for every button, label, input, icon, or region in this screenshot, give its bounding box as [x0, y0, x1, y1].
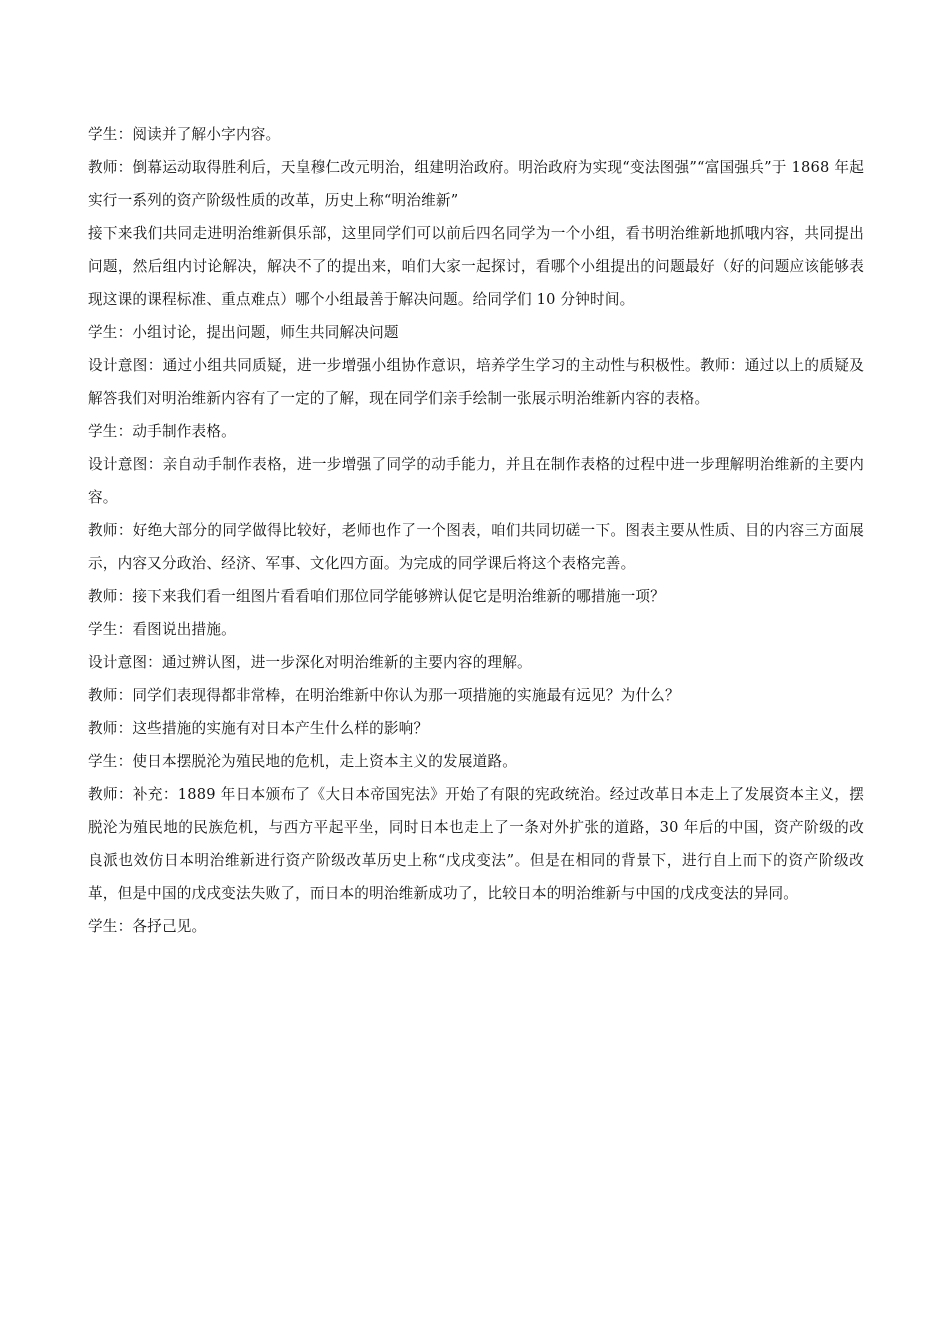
paragraph-teacher-chart: 教师：好绝大部分的同学做得比较好，老师也作了一个图表，咱们共同切磋一下。图表主要从性质、目的内容三方面展示，内容又分政治、经济、军事、文化四方面。为完成的同学课后将这个表格完善。	[88, 522, 864, 572]
paragraph-student-impact: 学生：使日本摆脱沦为殖民地的危机，走上资本主义的发展道路。	[88, 753, 518, 770]
paragraph-student-discuss: 学生：小组讨论，提出问题，师生共同解决问题	[88, 324, 399, 341]
paragraph-student-table: 学生：动手制作表格。	[88, 423, 236, 440]
paragraph-design-intent-1: 设计意图：通过小组共同质疑，进一步增强小组协作意识，培养学生学习的主动性与积极性。教师：通过以上的质疑及解答我们对明治维新内容有了一定的了解，现在同学们亲手绘制一张展示明治维新内容的表格。	[88, 357, 864, 407]
paragraph-design-intent-2: 设计意图：亲自动手制作表格，进一步增强了同学的动手能力，并且在制作表格的过程中进一步理解明治维新的主要内容。	[88, 456, 864, 506]
paragraph-teacher-foresight: 教师：同学们表现得都非常棒，在明治维新中你认为那一项措施的实施最有远见？为什么？	[88, 687, 680, 704]
paragraph-teacher-impact: 教师：这些措施的实施有对日本产生什么样的影响？	[88, 720, 429, 737]
paragraph-design-intent-3: 设计意图：通过辨认图，进一步深化对明治维新的主要内容的理解。	[88, 654, 532, 671]
paragraph-teacher-pictures: 教师：接下来我们看一组图片看看咱们那位同学能够辨认促它是明治维新的哪措施一项？	[88, 588, 665, 605]
paragraph-club-activity: 接下来我们共同走进明治维新俱乐部，这里同学们可以前后四名同学为一个小组，看书明治维新地抓哦内容，共同提出问题，然后组内讨论解决，解决不了的提出来，咱们大家一起探讨，看哪个小组提出的问题最好（好的问题应该能够表现这课的课程标准、重点难点）哪个小组最善于解决问题。给同学们 10 分钟时间。	[88, 225, 864, 308]
paragraph-student-read: 学生：阅读并了解小字内容。	[88, 126, 281, 143]
paragraph-teacher-supplement: 教师：补充：1889 年日本颁布了《大日本帝国宪法》开始了有限的宪政统治。经过改革日本走上了发展资本主义，摆脱沦为殖民地的民族危机，与西方平起平坐，同时日本也走上了一条对外扩张的道路，30 年后的中国，资产阶级的改良派也效仿日本明治维新进行资产阶级改革历史上称“戊戌变法”。但是在相同的背景下，进行自上而下的资产阶级改革，但是中国的戊戌变法失败了，而日本的明治维新成功了，比较日本的明治维新与中国的戊戌变法的异同。	[88, 786, 864, 902]
paragraph-student-measures: 学生：看图说出措施。	[88, 621, 236, 638]
paragraph-teacher-intro: 教师：倒幕运动取得胜利后，天皇穆仁改元明治，组建明治政府。明治政府为实现“变法图强”“富国强兵”于 1868 年起实行一系列的资产阶级性质的改革，历史上称“明治维新”	[88, 159, 864, 209]
document-body	[88, 118, 864, 943]
paragraph-student-opinions: 学生：各抒己见。	[88, 918, 207, 935]
